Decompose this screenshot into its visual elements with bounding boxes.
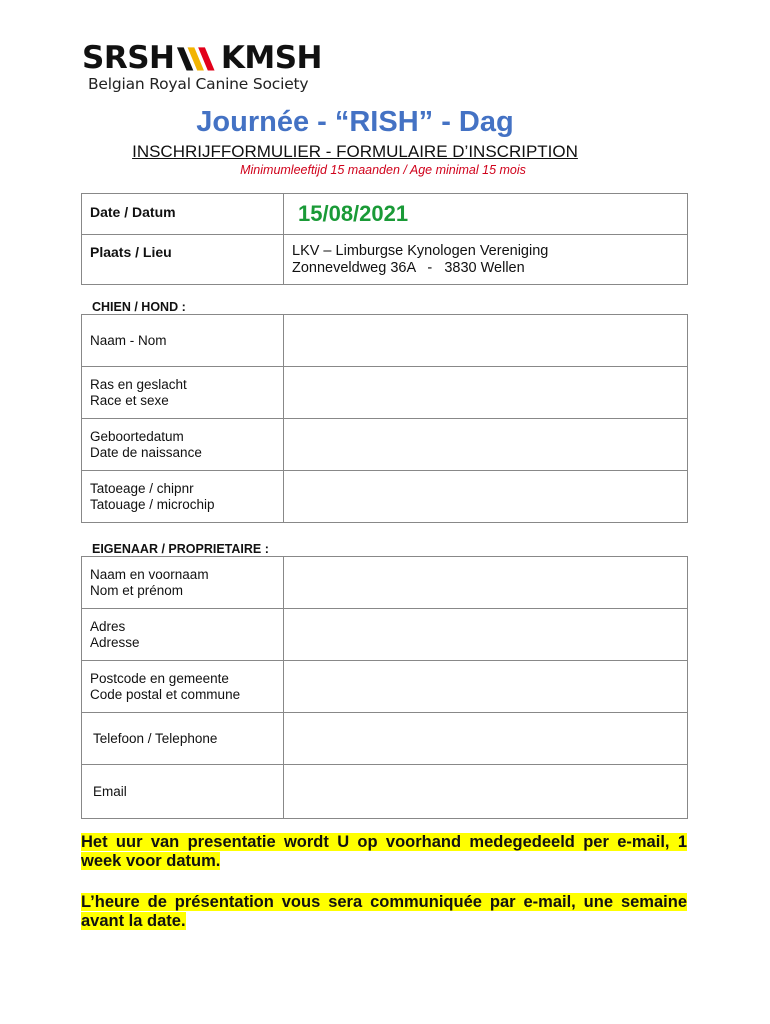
dog-name-row bbox=[82, 315, 688, 367]
logo-stripes-icon bbox=[175, 43, 219, 73]
owner-postcode-row bbox=[82, 661, 688, 713]
dog-chip-row bbox=[82, 471, 688, 523]
event-info-table bbox=[81, 193, 688, 285]
owner-email-row bbox=[82, 765, 688, 819]
dog-table bbox=[81, 314, 688, 523]
owner-address-row bbox=[82, 609, 688, 661]
owner-postcode-input[interactable] bbox=[284, 661, 688, 713]
dog-breed-label-line2: Race et sexe bbox=[90, 392, 169, 408]
dog-breed-label bbox=[82, 367, 284, 419]
owner-name-label-line2: Nom et prénom bbox=[90, 582, 184, 598]
dog-name-label-line1: Naam - Nom bbox=[90, 332, 167, 348]
dog-birthdate-input[interactable] bbox=[284, 419, 688, 471]
notice-dutch-text: Het uur van presentatie wordt U op voorhand medegedeeld per e-mail, 1 week voor datum. bbox=[81, 833, 687, 870]
dog-name-label bbox=[82, 315, 284, 367]
place-line-1: LKV – Limburgse Kynologen Vereniging bbox=[292, 242, 549, 259]
dog-chip-input[interactable] bbox=[284, 471, 688, 523]
dog-section-title: CHIEN / HOND : bbox=[92, 300, 186, 314]
dog-chip-label-line1: Tatoeage / chipnr bbox=[90, 480, 194, 496]
page-title: Journée - “RISH” - Dag bbox=[196, 106, 514, 138]
dog-breed-label-line1: Ras en geslacht bbox=[90, 376, 187, 392]
srsh-kmsh-logo bbox=[82, 40, 322, 96]
dog-birthdate-label-line1: Geboortedatum bbox=[90, 428, 184, 444]
date-value: 15/08/2021 bbox=[298, 201, 409, 226]
owner-section-title: EIGENAAR / PROPRIETAIRE : bbox=[92, 542, 269, 556]
owner-address-label-line1: Adres bbox=[90, 618, 126, 634]
owner-name-input[interactable] bbox=[284, 557, 688, 609]
notice-dutch bbox=[81, 833, 687, 871]
date-label: Date / Datum bbox=[82, 194, 284, 235]
notice-french-text: L’heure de présentation vous sera communiquée par e-mail, une semaine avant la date. bbox=[81, 893, 687, 930]
dog-breed-input[interactable] bbox=[284, 367, 688, 419]
owner-postcode-label-line1: Postcode en gemeente bbox=[90, 670, 229, 686]
logo-subtitle: Belgian Royal Canine Society bbox=[88, 75, 309, 93]
notice-french bbox=[81, 893, 687, 931]
owner-name-row bbox=[82, 557, 688, 609]
place-line-2: Zonneveldweg 36A - 3830 Wellen bbox=[292, 259, 525, 276]
dog-chip-label-line2: Tatouage / microchip bbox=[90, 496, 215, 512]
form-subtitle: INSCHRIJFFORMULIER - FORMULAIRE D’INSCRIPTION bbox=[132, 142, 578, 161]
dog-name-input[interactable] bbox=[284, 315, 688, 367]
owner-phone-label bbox=[82, 713, 284, 765]
place-label: Plaats / Lieu bbox=[82, 235, 284, 285]
owner-address-label-line2: Adresse bbox=[90, 634, 140, 650]
owner-name-label bbox=[82, 557, 284, 609]
date-row bbox=[82, 194, 688, 235]
logo-left-text: SRSH bbox=[82, 40, 175, 76]
owner-phone-label-line1: Telefoon / Telephone bbox=[93, 730, 218, 746]
dog-birthdate-label bbox=[82, 419, 284, 471]
owner-email-label bbox=[82, 765, 284, 819]
owner-address-label bbox=[82, 609, 284, 661]
owner-phone-row bbox=[82, 713, 688, 765]
owner-email-label-line1: Email bbox=[93, 783, 127, 799]
dog-chip-label bbox=[82, 471, 284, 523]
owner-address-input[interactable] bbox=[284, 609, 688, 661]
owner-name-label-line1: Naam en voornaam bbox=[90, 566, 209, 582]
dog-birthdate-label-line2: Date de naissance bbox=[90, 444, 202, 460]
dog-breed-row bbox=[82, 367, 688, 419]
dog-birthdate-row bbox=[82, 419, 688, 471]
minimum-age-note: Minimumleeftijd 15 maanden / Age minimal 15 mois bbox=[240, 163, 526, 177]
owner-email-input[interactable] bbox=[284, 765, 688, 819]
owner-postcode-label-line2: Code postal et commune bbox=[90, 686, 241, 702]
owner-phone-input[interactable] bbox=[284, 713, 688, 765]
owner-table bbox=[81, 556, 688, 819]
logo-right-text: KMSH bbox=[220, 40, 322, 76]
owner-postcode-label bbox=[82, 661, 284, 713]
place-row bbox=[82, 235, 688, 285]
date-cell bbox=[284, 194, 688, 235]
place-cell bbox=[284, 235, 688, 285]
